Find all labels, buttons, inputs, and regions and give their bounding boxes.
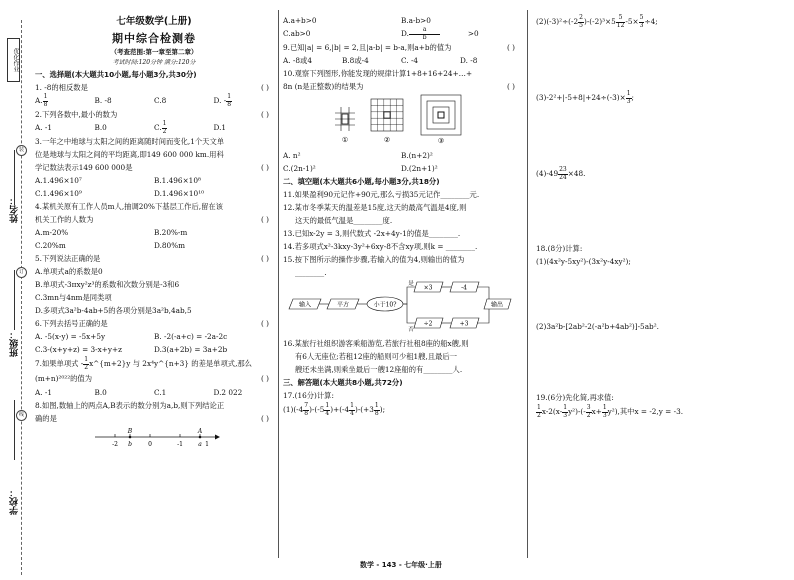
question-16: 16.某旅行社组织游客乘船游览,若旅行社租8座的船x艘,则 有6人无座位;若租12座的船则可少租1艘,且最后一 艘还未坐满,则乘坐最后一艘12座船的有________人. xyxy=(283,339,469,374)
class-line xyxy=(14,270,15,330)
page-footer: 数学 - 143 - 七年级·上册 xyxy=(360,561,442,569)
flow-div2-label: ÷2 xyxy=(423,320,433,328)
svg-text:①: ① xyxy=(341,136,349,144)
section-1-heading: 一、选择题(本大题共10小题,每小题3分,共30分) xyxy=(35,70,197,79)
point-b-label: B xyxy=(127,428,133,435)
flow-no-label: 否 xyxy=(408,327,414,333)
section-2-heading: 二、填空题(本大题共6小题,每小题3分,共18分) xyxy=(283,177,440,186)
svg-text:b: b xyxy=(128,441,132,448)
question-2-options: A. -1 B.0 C. $\frac{1}{2}$ D.1 xyxy=(35,120,227,135)
question-3-options: A.1.496×10⁷ B.1.496×10⁸ C.1.496×10⁹ D.1.496×10¹⁰ xyxy=(35,176,205,198)
question-11: 11.如果盈利90元记作+90元,那么亏损35元记作________元. xyxy=(283,190,480,199)
question-17-part-4: (4)-49 $\frac{23}{24}$ ×48. xyxy=(536,166,586,181)
question-9-options: A. -8或4 B.8或-4 C. -4 D. -8 xyxy=(283,56,478,65)
number-line-figure xyxy=(35,425,273,449)
question-18-part-1: (1)(4x²y-5xy²)-(3x²y-4xy²); xyxy=(536,257,631,266)
brand-box: 优化作业 xyxy=(7,38,20,82)
tick-neg2: -2 xyxy=(112,441,118,448)
exam-time: 考试时间:120分钟 满分:120分 xyxy=(112,59,196,66)
question-6-options: A. -5(x-y) = -5x+5y B. -2(-a+c) = -2a-2c C.3-(x+y+z) = 3-x+y+z D.3(a+2b) = 3a+2b xyxy=(35,332,228,354)
question-10: 10.观察下列图形,你能发现的规律计算1+8+16+24+…+ 8n (n是正整数)的结果为 ( ) xyxy=(283,69,515,91)
question-17-part-3: (3)-2²+|-5+8|+24÷(-3)× $\frac{1}{3}$ ; xyxy=(536,90,634,105)
exam-title: 期中综合检测卷 xyxy=(112,32,196,45)
pattern-figures xyxy=(283,93,519,145)
flow-plus3-label: +3 xyxy=(459,320,469,328)
flow-input-label: 输入 xyxy=(298,301,312,309)
flow-output-label: 输出 xyxy=(490,301,504,309)
tick-1: 1 xyxy=(205,441,209,448)
answer-space-17-2 xyxy=(536,30,776,90)
flow-minus4-label: -4 xyxy=(461,284,467,292)
answer-space-17-4 xyxy=(536,182,776,242)
exam-scope: （考查范围:第一章至第二章） xyxy=(110,48,198,56)
binding-hole-3: 线 xyxy=(16,410,27,421)
question-7-options: A. -1 B.0 C.1 D.2 022 xyxy=(35,388,243,397)
question-2: 2.下列各数中,最小的数为 ( ) xyxy=(35,110,269,119)
exam-subject: 七年级数学(上册) xyxy=(116,16,192,27)
question-8-options: A.a+b>0 B.a-b>0 C.ab>0 D. $\frac{a}{b}$ >0 xyxy=(283,16,479,41)
flow-square-label: 平方 xyxy=(336,301,350,309)
question-1: 1. -8的相反数是 ( ) xyxy=(35,83,269,92)
question-7: 7.如果单项式 - $\frac{1}{2}$ x^{m+2}y 与 2x⁴y^{n+3} 的差是单项式,那么 (m+n)²⁰²²的值为 ( ) xyxy=(35,356,269,383)
question-5-options: A.单项式a的系数是0 B.单项式-3πxy²z³的系数和次数分别是-3和6 C.3mn与4nm是同类项 D.多项式3a²b-4ab+5的各项分别是3a²b,4ab,5 xyxy=(35,267,192,315)
school-label: 学校： xyxy=(10,488,20,515)
school-line xyxy=(14,400,15,460)
flow-condition-label: 小于10? xyxy=(373,301,397,309)
question-3: 3.一年之中地球与太阳之间的距离随时间而变化,1个天文单 位是地球与太阳之间的平均距离,即149 600 000 km.用科 学记数法表示149 600 000是 ( ) xyxy=(35,137,269,172)
question-12: 12.某市冬季某天的温差是15度,这天的最高气温是4度,则 这天的最低气温是________度. xyxy=(283,203,467,225)
question-10-options: A. n² B.(n+2)² C.(2n-1)² D.(2n+1)² xyxy=(283,151,438,173)
question-4-options: A.m-20% B.20%-m C.20%m D.80%m xyxy=(35,228,188,250)
question-19-expression: $\frac{1}{2}$ x-2(x- $\frac{1}{3}$ y²)-(- $\frac{3}{2}$ x+ $\frac{1}{3}$ y²),其中x = -2,y = -3. xyxy=(537,404,684,419)
question-15: 15.按下图所示的操作步骤,若输入的值为4,则输出的值为 ________. xyxy=(283,255,465,277)
column-divider-1 xyxy=(278,10,279,558)
flowchart-figure xyxy=(283,279,519,333)
binding-hole-2: 订 xyxy=(16,267,27,278)
answer-space-18-2 xyxy=(536,333,776,391)
svg-text:a: a xyxy=(198,441,202,448)
svg-text:②: ② xyxy=(383,136,391,144)
section-3-heading: 三、解答题(本大题共8小题,共72分) xyxy=(283,378,403,387)
question-4: 4.某机关原有工作人员m人,抽调20%下基层工作后,留在该 机关工作的人数为 ( ) xyxy=(35,202,269,224)
question-6: 6.下列去括号正确的是 ( ) xyxy=(35,319,269,328)
question-9: 9.已知|a| = 6,|b| = 2,且|a-b| = b-a,则a+b的值为 ( ) xyxy=(283,43,515,52)
point-a-label: A xyxy=(197,428,203,435)
class-label: 班级： xyxy=(10,330,20,357)
question-17: 17.(16分)计算: xyxy=(283,391,334,400)
answer-space-17-3 xyxy=(536,106,776,166)
column-divider-2 xyxy=(527,10,528,558)
question-8: 8.如图,数轴上的两点A,B表示的数分别为a,b,则下列结论正 确的是 ( ) xyxy=(35,401,269,423)
question-17-part-2: (2)(-3)²÷(-2 $\frac{2}{5}$ )-(-2)³×5 $\frac{5}{12}$ -5× $\frac{5}{3}$ ÷4; xyxy=(536,14,658,29)
answer-space-18-1 xyxy=(536,268,776,320)
name-label: 姓名： xyxy=(10,196,20,223)
question-18-part-2: (2)3a²b-[2ab²-2(-a²b+4ab²)]-5ab². xyxy=(536,322,659,331)
question-13: 13.已知x-2y = 3,则代数式 -2x+4y-1的值是________. xyxy=(283,229,461,238)
pattern-figure-3 xyxy=(421,95,461,145)
pattern-figure-2 xyxy=(371,99,403,144)
tick-neg1: -1 xyxy=(177,441,183,448)
binding-line xyxy=(21,20,22,575)
tick-0: 0 xyxy=(148,441,152,448)
column-3 xyxy=(536,14,776,420)
question-14: 14.若多项式x²-3kxy-3y²+6xy-8不含xy项,则k = ________. xyxy=(283,242,478,251)
question-19: 19.(6分)先化简,再求值: xyxy=(536,393,614,402)
question-18: 18.(8分)计算: xyxy=(536,244,583,253)
pattern-figure-1 xyxy=(335,107,355,144)
svg-text:③: ③ xyxy=(437,137,445,145)
binding-margin xyxy=(0,0,30,580)
question-17-part-1: (1)(-4 $\frac{7}{8}$ )-(-5 $\frac{1}{4}$ )+(-4 $\frac{1}{4}$ )-(+3 $\frac{1}{8}$ ); xyxy=(283,402,386,417)
binding-hole-1: 装 xyxy=(16,145,27,156)
column-2 xyxy=(283,14,519,418)
flow-times3-label: ×3 xyxy=(423,284,433,292)
question-5: 5.下列说法正确的是 ( ) xyxy=(35,254,269,263)
question-1-options: A. $\frac{1}{8}$ B. -8 C.8 D. - $\frac{1}{8}$ xyxy=(35,93,232,108)
column-1 xyxy=(35,14,273,453)
flow-yes-label: 是 xyxy=(408,281,414,287)
